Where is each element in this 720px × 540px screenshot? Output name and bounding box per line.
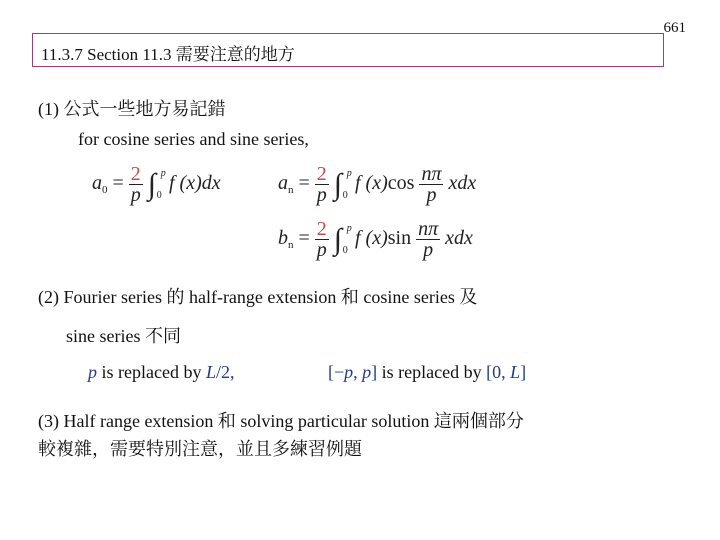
item-1-label: (1) 公式一些地方易記錯 bbox=[38, 99, 226, 119]
replacement-p: p is replaced by L/2, bbox=[88, 362, 235, 382]
fraction: $\frac{2}{p}$ bbox=[130, 163, 141, 206]
integral-sign: ∫ p 0 bbox=[333, 167, 352, 201]
section-header bbox=[32, 33, 664, 67]
formula-bn: $b_n$ = $\frac{2}{p}$ ∫ p 0 f (x)sin $\frac{n\pi}{p}$ xdx bbox=[278, 218, 473, 261]
page-number: 661 bbox=[663, 20, 686, 36]
formula-an: $a_n$ = $\frac{2}{p}$ ∫ p 0 f (x)cos $\frac{n\pi}{p}$ xdx bbox=[278, 163, 477, 206]
integral-sign: ∫ p 0 bbox=[333, 222, 352, 256]
section-title: 11.3.7 Section 11.3 需要注意的地方 bbox=[41, 45, 295, 64]
fraction: $\frac{2}{p}$ bbox=[316, 218, 327, 261]
item-3-label: (3) Half range extension 和 solving particular solution 這兩個部分 bbox=[38, 411, 524, 431]
formula-a0: $a_0$ = $\frac{2}{p}$ ∫ p 0 f (x)dx bbox=[92, 163, 221, 206]
item-3-continuation: 較複雜，需要特別注意，並且多練習例題 bbox=[38, 439, 362, 459]
item-1-detail: for cosine series and sine series, bbox=[78, 129, 309, 149]
integral-sign: ∫ p 0 bbox=[147, 167, 166, 201]
fraction: $\frac{n\pi}{p}$ bbox=[421, 163, 442, 206]
replacement-interval: [−p, p] is replaced by [0, L] bbox=[328, 362, 527, 382]
item-2-label: (2) Fourier series 的 half-range extension 和 cosine series 及 bbox=[38, 287, 478, 307]
fraction: $\frac{n\pi}{p}$ bbox=[418, 218, 439, 261]
item-2-continuation: sine series 不同 bbox=[66, 326, 181, 346]
fraction: $\frac{2}{p}$ bbox=[316, 163, 327, 206]
